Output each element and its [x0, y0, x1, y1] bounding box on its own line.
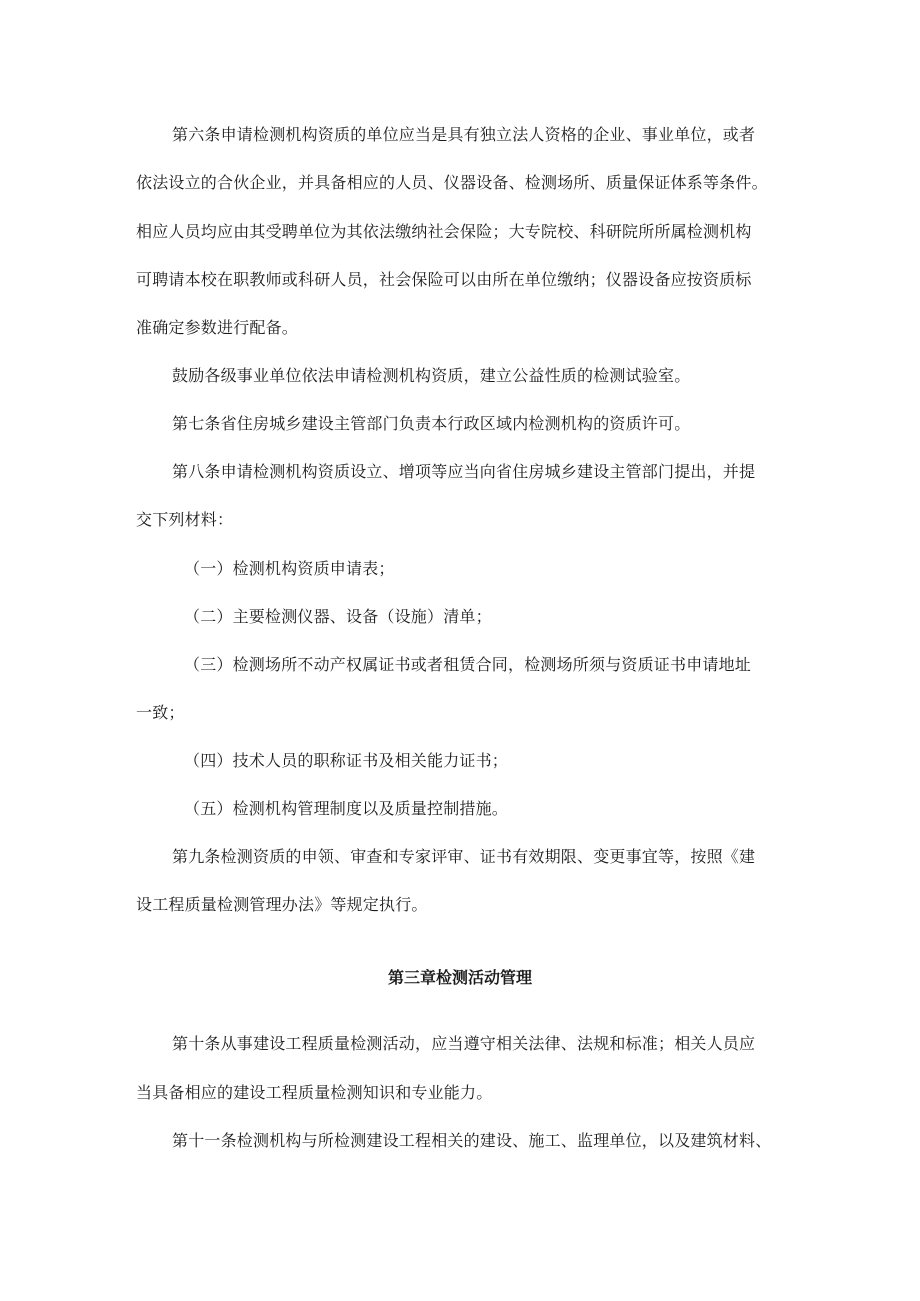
article-8-line-2: 交下列材料： [136, 510, 234, 529]
article-8-line-1: 第八条申请检测机构资质设立、增项等应当向省住房城乡建设主管部门提出，并提 [172, 462, 756, 481]
article-6-line-1: 第六条申请检测机构资质的单位应当是具有独立法人资格的企业、事业单位，或者 [172, 125, 756, 144]
article-8-item-5: （五）检测机构管理制度以及质量控制措施。 [184, 799, 509, 818]
article-10-line-1: 第十条从事建设工程质量检测活动，应当遵守相关法律、法规和标准；相关人员应 [172, 1034, 756, 1053]
article-8-item-4: （四）技术人员的职称证书及相关能力证书； [184, 751, 509, 770]
article-8-item-1: （一）检测机构资质申请表； [184, 559, 395, 578]
article-9-line-2: 设工程质量检测管理办法》等规定执行。 [136, 895, 428, 914]
chapter-3-title: 第三章检测活动管理 [387, 968, 532, 987]
article-10-line-2: 当具备相应的建设工程质量检测知识和专业能力。 [136, 1083, 493, 1102]
article-11-line-1: 第十一条检测机构与所检测建设工程相关的建设、施工、监理单位，以及建筑材料、 [172, 1131, 772, 1150]
article-8-item-3-line-1: （三）检测场所不动产权属证书或者租赁合同，检测场所须与资质证书申请地址 [184, 655, 752, 674]
article-6-line-5: 准确定参数进行配备。 [136, 318, 299, 337]
article-9-line-1: 第九条检测资质的申领、审查和专家评审、证书有效期限、变更事宜等，按照《建 [172, 847, 756, 866]
article-6-line-3: 相应人员均应由其受聘单位为其依法缴纳社会保险；大专院校、科研院所所属检测机构 [136, 222, 752, 241]
article-8-item-2: （二）主要检测仪器、设备（设施）清单； [184, 607, 492, 626]
article-7-line-1: 第七条省住房城乡建设主管部门负责本行政区域内检测机构的资质许可。 [172, 414, 691, 433]
article-6-line-6: 鼓励各级事业单位依法申请检测机构资质，建立公益性质的检测试验室。 [172, 366, 691, 385]
article-8-item-3-line-2: 一致； [136, 703, 185, 722]
article-6-line-4: 可聘请本校在职教师或科研人员，社会保险可以由所在单位缴纳；仪器设备应按资质标 [136, 270, 752, 289]
article-6-line-2: 依法设立的合伙企业，并具备相应的人员、仪器设备、检测场所、质量保证体系等条件。 [136, 173, 768, 192]
